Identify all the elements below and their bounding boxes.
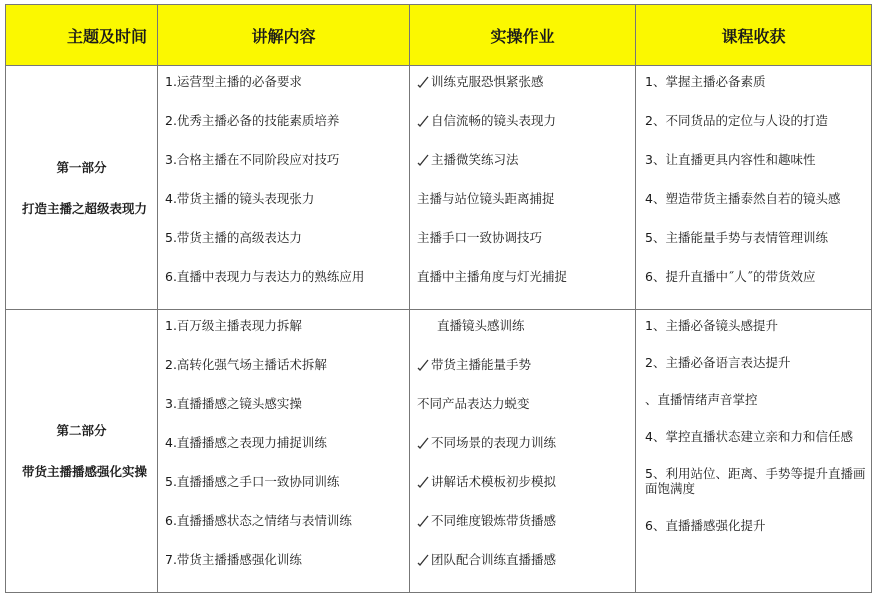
header-topic-time: 主题及时间: [6, 5, 158, 66]
header-practice: 实操作业: [410, 5, 636, 66]
outcome-item: 5、主播能量手势与表情管理训练: [645, 230, 828, 245]
section-part-label: 第二部分: [56, 423, 107, 438]
practice-list: [411, 67, 634, 284]
practice-item: [417, 357, 628, 372]
practice-item: [417, 435, 628, 450]
outcome-item: 4、掌控直播状态建立亲和力和信任感: [645, 429, 853, 444]
practice-item: [417, 396, 628, 411]
content-item: 5.带货主播的高级表达力: [165, 230, 302, 245]
content-item: 3.合格主播在不同阶段应对技巧: [165, 152, 340, 167]
outcome-item: 3、让直播更具内容性和趣味性: [645, 152, 816, 167]
checkmark-icon: [417, 437, 429, 449]
content-item: 2.高转化强气场主播话术拆解: [165, 357, 327, 372]
checkmark-icon: [417, 515, 429, 527]
practice-item: [417, 474, 628, 489]
content-item: 6.直播中表现力与表达力的熟练应用: [165, 269, 365, 284]
header-row: [6, 5, 872, 66]
practice-cell: [410, 310, 636, 593]
practice-text: 带货主播能量手势: [431, 357, 532, 372]
outcome-item: 6、直播播感强化提升: [645, 518, 766, 533]
practice-text: 主播手口一致协调技巧: [417, 230, 543, 245]
content-item: 3.直播播感之镜头感实操: [165, 396, 302, 411]
content-item: 1.运营型主播的必备要求: [165, 74, 302, 89]
content-item: 7.带货主播播感强化训练: [165, 552, 302, 567]
content-list: [159, 311, 408, 567]
header-outcomes: 课程收获: [636, 5, 872, 66]
content-item: 5.直播播感之手口一致协同训练: [165, 474, 340, 489]
outcome-item: 6、提升直播中˝人˝的带货效应: [645, 269, 816, 284]
section-topic-cell: [6, 310, 158, 593]
checkmark-icon: [417, 359, 429, 371]
section-topic-cell: [6, 66, 158, 310]
outcome-item: 1、掌握主播必备素质: [645, 74, 766, 89]
checkmark-icon: [417, 476, 429, 488]
practice-text: 不同产品表达力蜕变: [417, 396, 530, 411]
practice-text: 直播中主播角度与灯光捕捉: [417, 269, 568, 284]
outcomes-cell: [636, 66, 872, 310]
outcome-item: 1、主播必备镜头感提升: [645, 318, 778, 333]
course-syllabus-table: [5, 4, 872, 593]
section-row: [6, 310, 872, 593]
practice-text: 不同场景的表现力训练: [431, 435, 557, 450]
section-title: 打造主播之超级表现力: [22, 200, 148, 216]
checkmark-icon: [417, 154, 429, 166]
content-cell: [158, 310, 410, 593]
practice-item: [417, 318, 628, 333]
practice-item: [417, 113, 628, 128]
header-content: 讲解内容: [158, 5, 410, 66]
practice-item: [417, 191, 628, 206]
outcomes-list: [637, 311, 870, 533]
content-cell: [158, 66, 410, 310]
practice-text: 讲解话术模板初步模拟: [431, 474, 557, 489]
practice-text: 直播镜头感训练: [437, 318, 525, 333]
outcome-item: 2、不同货品的定位与人设的打造: [645, 113, 828, 128]
practice-item: [417, 74, 628, 89]
practice-cell: [410, 66, 636, 310]
practice-text: 自信流畅的镜头表现力: [431, 113, 557, 128]
practice-item: [417, 230, 628, 245]
section-title: 带货主播播感强化实操: [22, 464, 148, 479]
practice-text: 团队配合训练直播播感: [431, 552, 557, 567]
practice-text: 主播与站位镜头距离捕捉: [417, 191, 555, 206]
checkmark-icon: [417, 76, 429, 88]
content-item: 4.带货主播的镜头表现张力: [165, 191, 315, 206]
section-part-label: 第一部分: [56, 159, 107, 175]
content-item: 2.优秀主播必备的技能素质培养: [165, 113, 340, 128]
practice-item: [417, 513, 628, 528]
practice-list: [411, 311, 634, 567]
outcomes-list: [637, 67, 870, 284]
practice-item: [417, 152, 628, 167]
practice-text: 主播微笑练习法: [431, 152, 519, 167]
outcome-item: 4、塑造带货主播泰然自若的镜头感: [645, 191, 841, 206]
practice-text: 训练克服恐惧紧张感: [431, 74, 544, 89]
outcome-item: 2、主播必备语言表达提升: [645, 355, 791, 370]
content-item: 6.直播播感状态之情绪与表情训练: [165, 513, 352, 528]
outcome-item: 5、利用站位、距离、手势等提升直播画面饱满度: [645, 466, 866, 496]
checkmark-icon: [417, 554, 429, 566]
outcomes-cell: [636, 310, 872, 593]
practice-item: [417, 269, 628, 284]
practice-text: 不同维度锻炼带货播感: [431, 513, 557, 528]
content-item: 1.百万级主播表现力拆解: [165, 318, 302, 333]
content-list: [159, 67, 408, 284]
section-row: [6, 66, 872, 310]
outcome-item: 、直播情绪声音掌控: [645, 392, 758, 407]
checkmark-icon: [417, 115, 429, 127]
practice-item: [417, 552, 628, 567]
content-item: 4.直播播感之表现力捕捉训练: [165, 435, 327, 450]
